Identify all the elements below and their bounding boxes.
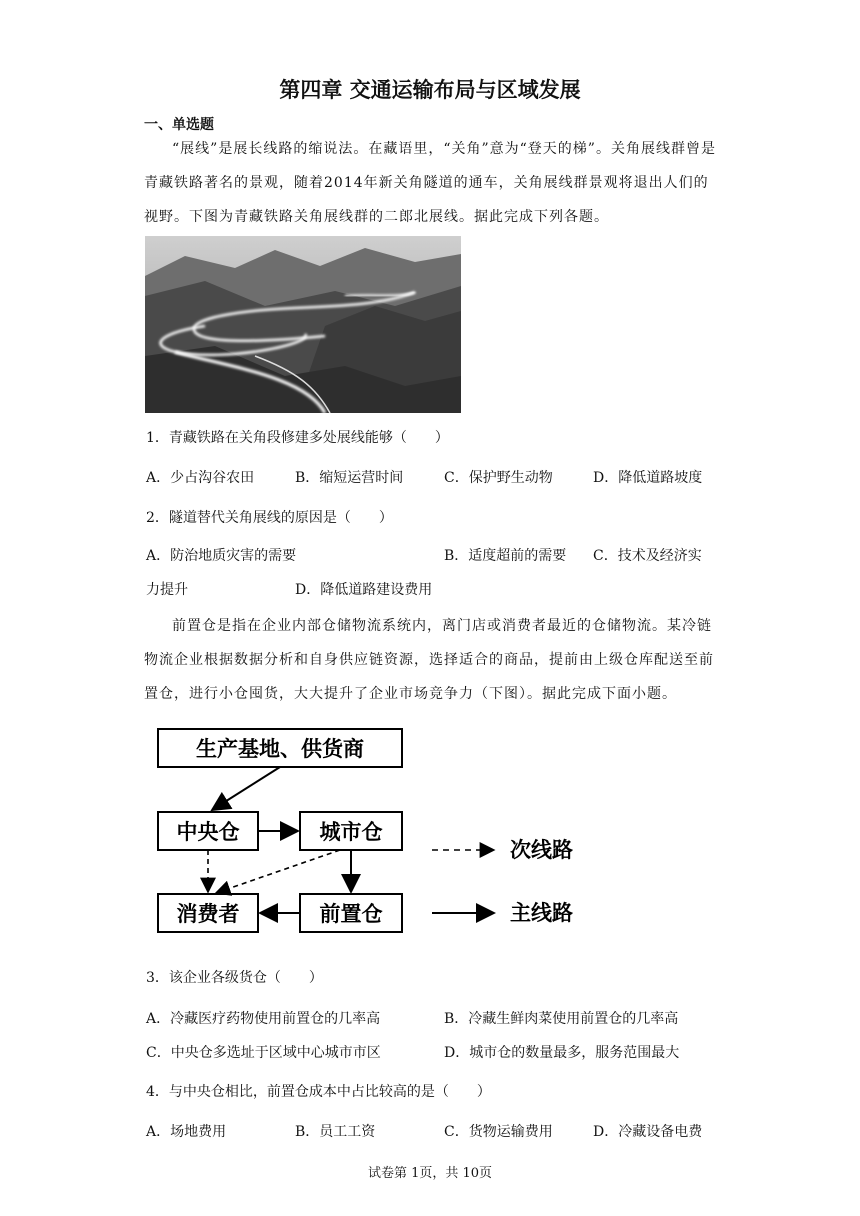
q4-stem: 4．与中央仓相比，前置仓成本中占比较高的是（ ） <box>146 1084 491 1100</box>
legend-main-label: 主线路 <box>510 901 573 925</box>
section-heading: 一、单选题 <box>144 117 214 133</box>
q2-option-d: D．降低道路建设费用 <box>295 582 433 598</box>
page-title: 第四章 交通运输布局与区域发展 <box>279 78 581 102</box>
q2-option-b: B．适度超前的需要 <box>444 548 567 564</box>
city-label: 城市仓 <box>319 820 383 844</box>
q3-option-b: B．冷藏生鲜肉菜使用前置仓的几率高 <box>444 1011 679 1027</box>
q1-stem: 1．青藏铁路在关角段修建多处展线能够（ ） <box>146 430 449 446</box>
q4-option-d: D．冷藏设备电费 <box>593 1124 703 1140</box>
q3-option-c: C．中央仓多选址于区域中心城市市区 <box>146 1045 381 1061</box>
passage-2: 前置仓是指在企业内部仓储物流系统内，离门店或消费者最近的仓储物流。某冷链物流企业根据数据分析和自身供应链资源，选择适合的商品，提前由上级仓库配送至前置仓，进行小仓囤货，大大提升了企业市场竞争力（下图）。据此完成下面小题。 <box>144 618 714 702</box>
q4-option-b: B．员工工资 <box>295 1124 376 1140</box>
logistics-diagram <box>150 716 590 946</box>
q3-stem: 3．该企业各级货仓（ ） <box>146 970 323 986</box>
q2-option-a: A．防治地质灾害的需要 <box>146 548 297 564</box>
q2-option-c-cont: 力提升 <box>146 582 188 598</box>
legend-secondary-label: 次线路 <box>510 838 573 862</box>
front-warehouse-node <box>300 894 402 932</box>
q1-option-b: B．缩短运营时间 <box>295 470 404 486</box>
front-label: 前置仓 <box>319 902 383 926</box>
supplier-label: 生产基地、供货商 <box>196 737 364 761</box>
q2-option-c: C．技术及经济实 <box>593 548 702 564</box>
q1-option-a: A．少占沟谷农田 <box>146 470 255 486</box>
supplier-node <box>158 729 402 767</box>
consumer-label: 消费者 <box>176 902 240 926</box>
railway-photo <box>145 236 461 413</box>
page-footer: 试卷第 1页，共 10页 <box>367 1166 493 1181</box>
supplier-to-central-arrow <box>212 767 280 810</box>
q3-option-d: D．城市仓的数量最多，服务范围最大 <box>444 1045 680 1061</box>
city-warehouse-node <box>300 812 402 850</box>
consumer-node <box>158 894 258 932</box>
central-label: 中央仓 <box>176 820 240 844</box>
city-to-consumer-dashed-arrow <box>216 850 340 893</box>
q4-option-c: C．货物运输费用 <box>444 1124 553 1140</box>
q1-option-c: C．保护野生动物 <box>444 470 553 486</box>
passage-1: “展线”是展长线路的缩说法。在藏语里，“关角”意为“登天的梯”。关角展线群曾是青藏铁路著名的景观，随着2014年新关角隧道的通车，关角展线群景观将退出人们的视野。下图为青藏铁路关角展线群的二郎北展线。据此完成下列各题。 <box>144 141 716 225</box>
q3-option-a: A．冷藏医疗药物使用前置仓的几率高 <box>146 1011 381 1027</box>
q4-option-a: A．场地费用 <box>146 1124 227 1140</box>
central-warehouse-node <box>158 812 258 850</box>
q1-option-d: D．降低道路坡度 <box>593 470 703 486</box>
q2-stem: 2．隧道替代关角展线的原因是（ ） <box>146 510 393 526</box>
